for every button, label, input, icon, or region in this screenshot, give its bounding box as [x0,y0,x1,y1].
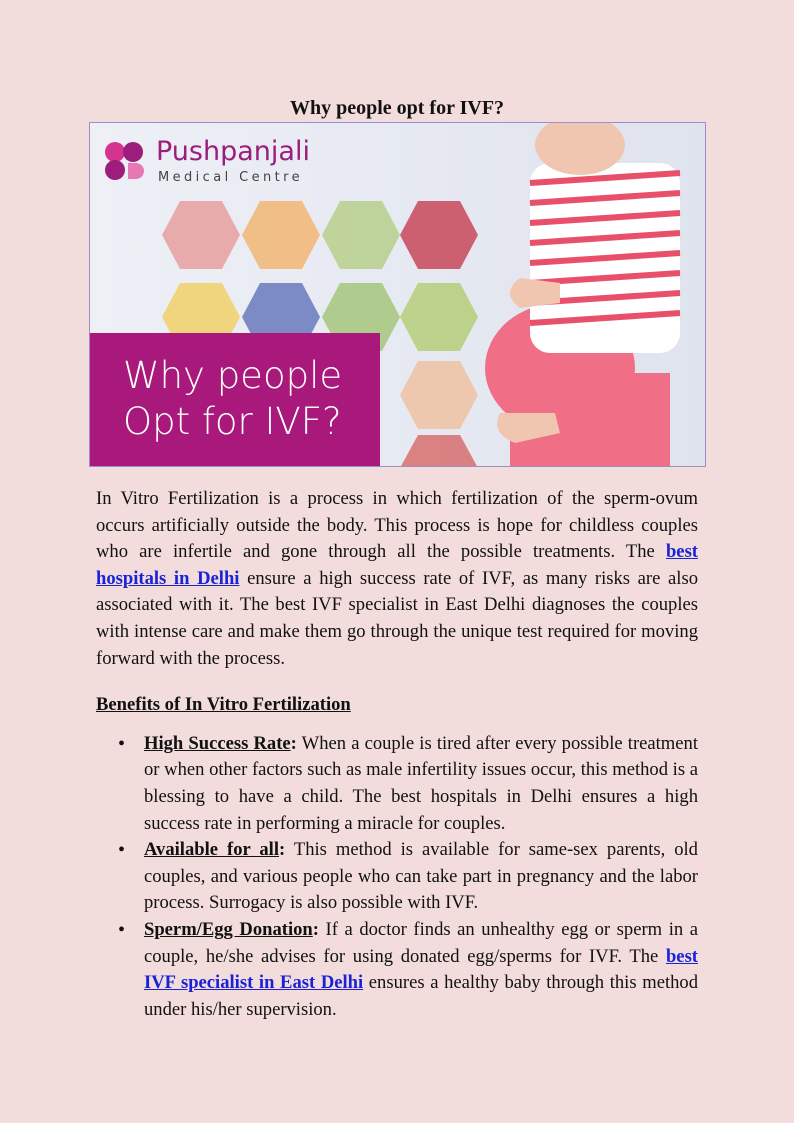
benefit-text: If a doctor finds an unhealthy egg or sperm in a couple, he/she advises for using donated egg/sperms for IVF. The [144,918,698,967]
benefit-term: High Success Rate [144,732,291,754]
flower-logo-icon [102,139,146,183]
banner-headline-line2: Opt for IVF? [123,400,342,443]
benefits-list [96,731,698,1024]
list-item [144,837,698,917]
banner-headline-line1: Why people [123,354,343,397]
article-body [96,486,698,1023]
intro-paragraph [96,486,698,672]
benefit-colon: : [312,918,319,940]
list-item [144,731,698,837]
page-title: Why people opt for IVF? [289,97,505,119]
intro-text-1: In Vitro Fertilization is a process in which fertilization of the sperm-ovum occurs artificially outside the body. This process is hope for childless couples who are infertile and gone through all the possible treatments. The [96,488,698,563]
intro-text-2: ensure a high success rate of IVF, as many risks are also associated with it. The best IVF specialist in East Delhi diagnoses the couples with intense care and make them go through the unique test required for moving forward with the process. [96,567,698,669]
best-ivf-specialist-link[interactable]: best IVF specialist in East Delhi [144,945,698,994]
banner-headline [90,333,380,467]
brand-logo [102,137,310,185]
benefit-colon: : [279,839,286,861]
benefit-text: When a couple is tired after every possible treatment or when other factors such as male infertility issues occur, this method is a blessing to have a child. The best hospitals in Delhi ensures a high success rate in performing a miracle for couples. [144,732,698,834]
benefits-heading: Benefits of In Vitro Fertilization [96,694,351,716]
best-hospitals-delhi-link[interactable]: best hospitals in Delhi [96,541,698,589]
brand-subtitle: Medical Centre [158,170,304,185]
benefit-text-after: ensures a healthy baby through this method under his/her supervision. [144,972,698,1020]
list-item [144,917,698,1023]
benefit-term: Sperm/Egg Donation [144,918,313,940]
banner-image [89,122,706,467]
benefit-term: Available for all [144,839,280,861]
benefit-colon: : [290,732,297,754]
brand-name: Pushpanjali [156,136,310,167]
benefit-text: This method is available for same-sex parents, old couples, and various people who can take part in pregnancy and the labor process. Surrogacy is also possible with IVF. [144,839,698,914]
